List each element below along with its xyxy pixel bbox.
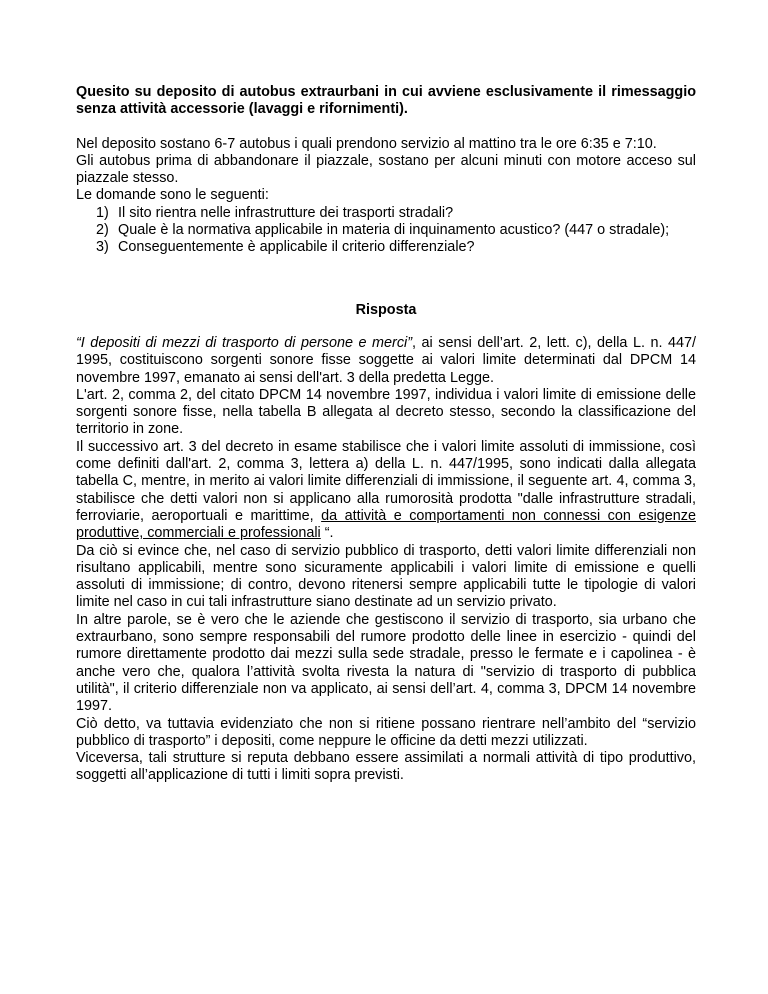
answer-heading: Risposta (355, 301, 417, 318)
list-item (76, 222, 696, 239)
list-item-text: Il sito rientra nelle infrastrutture dei trasporti stradali? (118, 204, 454, 221)
answer-paragraph-5: In altre parole, se è vero che le aziende che gestiscono il servizio di trasporto, sia urbano che extraurbano, sono sempre responsabili del rumore prodotto delle linee in esercizio - quindi del rumore direttamente prodotto dai mezzi sulla sede stradale, presso le fermate e i capolinea - è anche vero che, qualora l’attività svolta rivesta la natura di "servizio di trasporto di pubblica utilità", il criterio differenziale non va applicato, ai sensi dell’art. 4, comma 3, DPCM 14 novembre 1997. (76, 611, 696, 715)
list-item-number: 1) (96, 204, 109, 221)
question-paragraph-3: Le domande sono le seguenti: (76, 187, 269, 204)
list-item-text: Conseguentemente è applicabile il criterio differenziale? (118, 239, 475, 256)
question-title: Quesito su deposito di autobus extraurbani in cui avviene esclusivamente il rimessaggio senza attività accessorie (lavaggi e rifornimenti). (76, 84, 696, 118)
question-list (76, 205, 696, 257)
answer-paragraph-4: Da ciò si evince che, nel caso di servizio pubblico di trasporto, detti valori limite differenziali non risultano applicabili, mentre sono sicuramente applicabili i valori limite di emissione e quelli assoluti di immissione; di contro, devono ritenersi sempre applicabili tutte le tipologie di valori limite nel caso in cui tali infrastrutture siano destinate ad un servizio privato. (76, 542, 696, 611)
answer-paragraph-3-end: “. (320, 525, 334, 542)
answer-paragraph-7: Viceversa, tali strutture si reputa debbano essere assimilati a normali attività di tipo produttivo, soggetti all’applicazione di tutti i limiti sopra previsti. (76, 750, 696, 784)
list-item (76, 205, 696, 222)
question-paragraph-1: Nel deposito sostano 6-7 autobus i quali prendono servizio al mattino tra le ore 6:35 e 7:10. (76, 135, 657, 152)
answer-paragraph-2: L'art. 2, comma 2, del citato DPCM 14 novembre 1997, individua i valori limite di emissione delle sorgenti sonore fisse, nella tabella B allegata al decreto stesso, secondo la classificazione del territorio in zone. (76, 386, 696, 438)
list-item-number: 2) (96, 222, 109, 239)
list-item-number: 3) (96, 239, 109, 256)
underlined-text: da attività e comportamenti non connessi con esigenze produttive, commerciali e professionali (76, 507, 696, 542)
answer-paragraph-3 (76, 439, 696, 543)
answer-paragraph-1-text: , ai sensi dell’art. 2, lett. c), della L. n. 447/ 1995, costituiscono sorgenti sonore fisse soggette ai valori limite determinati dal DPCM 14 novembre 1997, emanato ai sensi dell'art. 3 della predetta Legge. (76, 334, 696, 386)
answer-paragraph-3-text: Il successivo art. 3 del decreto in esame stabilisce che i valori limite assoluti di immissione, così come definiti dall'art. 2, comma 3, lettera a) della L. n. 447/1995, sono indicati dalla allegata tabella C, mentre, in merito ai valori limite differenziali di immissione, il seguente art. 4, comma 3, stabilisce che detti valori non si applicano alla rumorosità prodotta "dalle infrastrutture stradali, ferroviarie, aeroportuali e marittime, (76, 438, 696, 524)
answer-paragraph-6: Ciò detto, va tuttavia evidenziato che non si ritiene possano rientrare nell’ambito del “servizio pubblico di trasporto” i depositi, come neppure le officine da detti mezzi utilizzati. (76, 715, 696, 749)
quoted-italic-text: “I depositi di mezzi di trasporto di persone e merci” (76, 334, 413, 351)
answer-paragraph-1 (76, 335, 696, 387)
question-paragraph-2: Gli autobus prima di abbandonare il piazzale, sostano per alcuni minuti con motore acceso sul piazzale stesso. (76, 152, 696, 187)
list-item (76, 239, 696, 256)
document-page (76, 84, 696, 785)
list-item-text: Quale è la normativa applicabile in materia di inquinamento acustico? (447 o stradale); (118, 222, 670, 239)
